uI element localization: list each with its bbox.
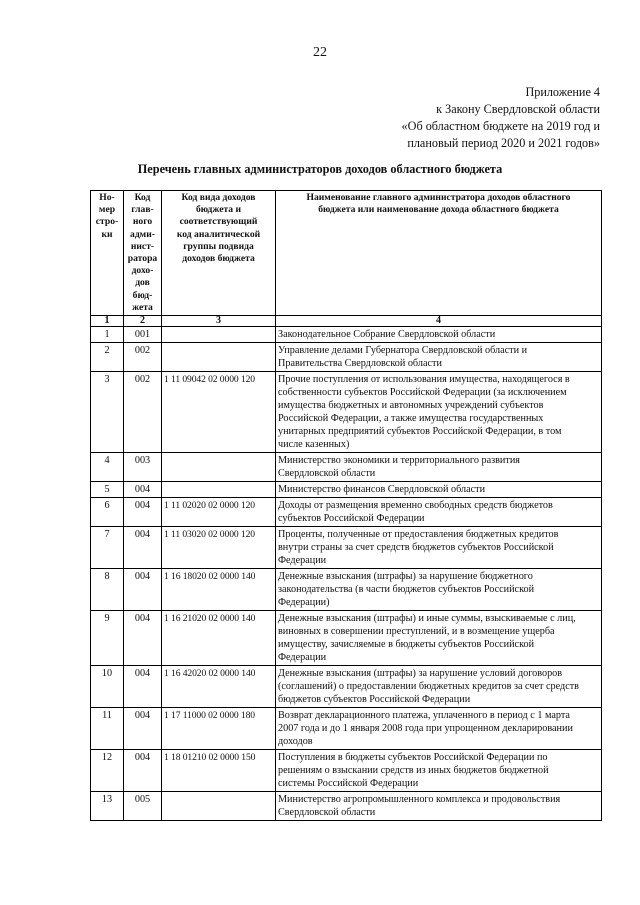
row-number: 10 xyxy=(91,666,124,708)
row-number: 13 xyxy=(91,792,124,821)
revenue-code: 1 11 02020 02 0000 120 xyxy=(162,498,276,527)
page-number: 22 xyxy=(313,45,327,60)
revenue-code xyxy=(162,343,276,372)
admin-code: 004 xyxy=(124,666,162,708)
administrators-table xyxy=(90,190,602,821)
admin-code: 002 xyxy=(124,343,162,372)
header-name xyxy=(276,191,602,316)
row-name: Денежные взыскания (штрафы) за нарушение условий договоров (соглашений) о предоставлении бюджетных кредитов за счет средств бюджетов субъектов Российской Федерации xyxy=(276,666,602,708)
row-name: Возврат декларационного платежа, уплаченного в период с 1 марта 2007 года и до 1 января 2008 года при упрощенном декларировании доходов xyxy=(276,708,602,750)
revenue-code: 1 16 21020 02 0000 140 xyxy=(162,611,276,666)
table-row xyxy=(91,482,602,498)
revenue-code xyxy=(162,453,276,482)
revenue-code xyxy=(162,792,276,821)
row-name: Доходы от размещения временно свободных средств бюджетов субъектов Российской Федерации xyxy=(276,498,602,527)
row-number: 7 xyxy=(91,527,124,569)
admin-code: 004 xyxy=(124,611,162,666)
revenue-code: 1 18 01210 02 0000 150 xyxy=(162,750,276,792)
row-name: Управление делами Губернатора Свердловской области и Правительства Свердловской области xyxy=(276,343,602,372)
header-text: Наименование главного администратора доходов областного бюджета или наименование дохода областного бюджета xyxy=(306,192,571,216)
admin-code: 004 xyxy=(124,750,162,792)
revenue-code: 1 16 42020 02 0000 140 xyxy=(162,666,276,708)
revenue-code xyxy=(162,327,276,343)
appendix-line-4: плановый период 2020 и 2021 годов» xyxy=(407,136,600,150)
revenue-code: 1 11 03020 02 0000 120 xyxy=(162,527,276,569)
appendix-line-1: Приложение 4 xyxy=(525,85,600,99)
header-text: Код вида доходов бюджета и соответствующий код аналитической группы подвида доходов бюджета xyxy=(176,192,261,265)
table-row xyxy=(91,708,602,750)
row-name: Министерство агропромышленного комплекса и продовольствия Свердловской области xyxy=(276,792,602,821)
table-row xyxy=(91,327,602,343)
column-number-row xyxy=(91,316,602,327)
row-name: Денежные взыскания (штрафы) за нарушение бюджетного законодательства (в части бюджетов субъектов Российской Федерации) xyxy=(276,569,602,611)
admin-code: 004 xyxy=(124,708,162,750)
row-number: 1 xyxy=(91,327,124,343)
table-row xyxy=(91,498,602,527)
header-text: Но- мер стро- ки xyxy=(95,192,119,240)
row-name: Министерство финансов Свердловской области xyxy=(276,482,602,498)
table-body xyxy=(91,327,602,821)
appendix-line-2: к Закону Свердловской области xyxy=(436,102,600,116)
row-name: Денежные взыскания (штрафы) и иные суммы, взыскиваемые с лиц, виновных в совершении преступлений, и в возмещение ущерба имуществу, зачисляемые в бюджеты субъектов Российской Федерации xyxy=(276,611,602,666)
column-number: 1 xyxy=(91,316,124,327)
row-number: 4 xyxy=(91,453,124,482)
appendix-reference xyxy=(280,84,600,152)
table-row xyxy=(91,372,602,453)
row-number: 3 xyxy=(91,372,124,453)
admin-code: 004 xyxy=(124,482,162,498)
revenue-code: 1 17 11000 02 0000 180 xyxy=(162,708,276,750)
header-revenue-code xyxy=(162,191,276,316)
table-header-row xyxy=(91,191,602,316)
header-text: Код глав- ного адми- нист- ратора дохо- дов бюд- жета xyxy=(127,192,158,313)
row-number: 8 xyxy=(91,569,124,611)
row-name: Поступления в бюджеты субъектов Российской Федерации по решениям о взыскании средств из иных бюджетов бюджетной системы Российской Федерации xyxy=(276,750,602,792)
table-row xyxy=(91,792,602,821)
table-row xyxy=(91,343,602,372)
row-number: 9 xyxy=(91,611,124,666)
revenue-code: 1 16 18020 02 0000 140 xyxy=(162,569,276,611)
revenue-code xyxy=(162,482,276,498)
row-name: Законодательное Собрание Свердловской области xyxy=(276,327,602,343)
header-admin-code xyxy=(124,191,162,316)
admin-code: 002 xyxy=(124,372,162,453)
appendix-line-3: «Об областном бюджете на 2019 год и xyxy=(401,119,600,133)
column-number: 4 xyxy=(276,316,602,327)
table-row xyxy=(91,453,602,482)
admin-code: 005 xyxy=(124,792,162,821)
revenue-code: 1 11 09042 02 0000 120 xyxy=(162,372,276,453)
row-name: Проценты, полученные от предоставления бюджетных кредитов внутри страны за счет средств бюджетов субъектов Российской Федерации xyxy=(276,527,602,569)
table-row xyxy=(91,611,602,666)
table-row xyxy=(91,569,602,611)
admin-code: 004 xyxy=(124,527,162,569)
row-number: 2 xyxy=(91,343,124,372)
admin-code: 001 xyxy=(124,327,162,343)
header-row-number xyxy=(91,191,124,316)
row-name: Министерство экономики и территориального развития Свердловской области xyxy=(276,453,602,482)
row-number: 12 xyxy=(91,750,124,792)
column-number: 2 xyxy=(124,316,162,327)
table-row xyxy=(91,750,602,792)
admin-code: 004 xyxy=(124,569,162,611)
table-row xyxy=(91,527,602,569)
document-title: Перечень главных администраторов доходов областного бюджета xyxy=(137,162,503,176)
row-name: Прочие поступления от использования имущества, находящегося в собственности субъектов Российской Федерации (за исключением имущества бюджетных и автономных учреждений субъектов Российской Федерации, а также имущества государственных унитарных предприятий субъектов Российской Федерации, в том числе казенных) xyxy=(276,372,602,453)
table-row xyxy=(91,666,602,708)
admin-code: 004 xyxy=(124,498,162,527)
row-number: 5 xyxy=(91,482,124,498)
admin-code: 003 xyxy=(124,453,162,482)
column-number: 3 xyxy=(162,316,276,327)
row-number: 6 xyxy=(91,498,124,527)
row-number: 11 xyxy=(91,708,124,750)
